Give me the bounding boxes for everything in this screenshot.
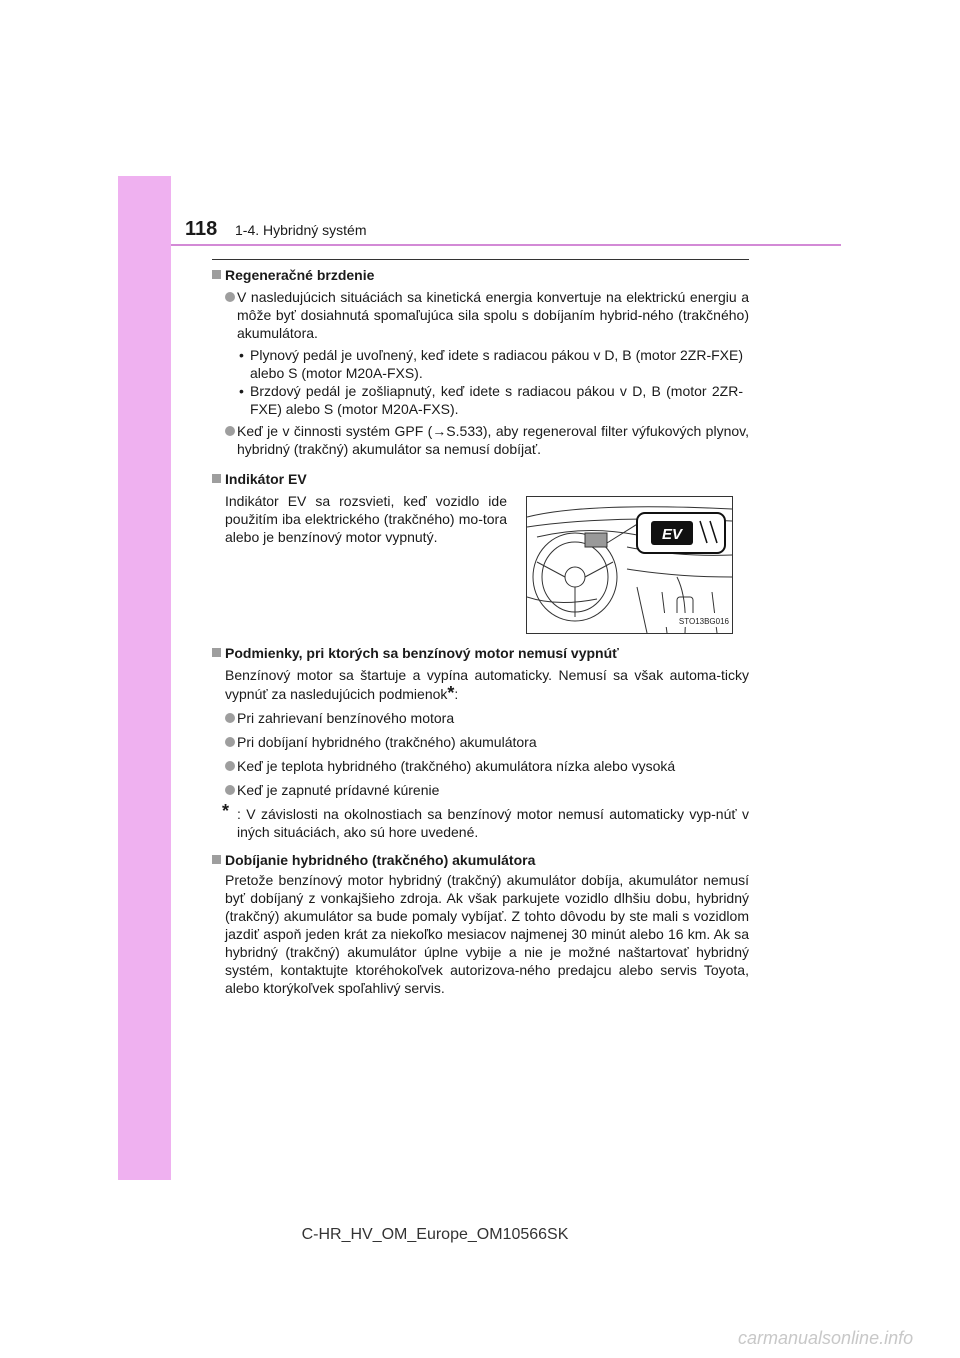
conditions-intro: Benzínový motor sa štartuje a vypína automaticky. Nemusí sa však automa-ticky vypnúť za nasledujúcich podmienok*: [225, 667, 749, 703]
footnote: * : V závislosti na okolnostiach sa benzínový motor nemusí automaticky vyp-núť v iných situáciách, ako sú hore uvedené. [222, 801, 749, 840]
list-item: Keď je zapnuté prídavné kúrenie [212, 781, 749, 799]
ev-block [212, 492, 749, 644]
square-bullet-icon [212, 474, 221, 483]
heading-conditions: Podmienky, pri ktorých sa benzínový motor nemusí vypnúť [212, 644, 749, 662]
round-bullet-icon [225, 785, 235, 795]
charging-text: Pretože benzínový motor hybridný (trakčný) akumulátor dobíja, akumulátor nemusí byť dobíjaný z vonkajšieho zdroja. Ak však parkujete vozidlo dlhšiu dobu, hybridný (trakčný) akumulátor sa bude pomaly vybíjať. Z tohto dôvodu by ste mali s vozidlom jazdiť aspoň jeden krát za niekoľko mesiacov najmenej 30 minút alebo 16 km. Ak sa hybridný (trakčný) akumulátor úplne vybije a nie je možné naštartovať hybridný systém, kontaktujte ktoréhokoľvek autorizova-ného predajcu alebo servis Toyota, alebo ktorýkoľvek spoľahlivý servis. [225, 872, 749, 996]
square-bullet-icon [212, 648, 221, 657]
round-bullet-icon [225, 426, 235, 436]
ev-badge-icon: EV [661, 526, 683, 543]
page-content [212, 266, 749, 1001]
round-bullet-icon [225, 761, 235, 771]
round-bullet-icon [225, 713, 235, 723]
document-code: C-HR_HV_OM_Europe_OM10566SK [301, 1226, 569, 1243]
watermark: carmanualsonline.info [738, 1328, 914, 1348]
page-number: 118 [185, 218, 218, 240]
page-header [185, 216, 840, 246]
figure-code: STO13BG016 [678, 617, 729, 626]
list-item: Keď je teplota hybridného (trakčného) akumulátora nízka alebo vysoká [212, 757, 749, 775]
ev-description: Indikátor EV sa rozsvieti, keď vozidlo ide použitím iba elektrického (trakčného) mo-tora alebo je benzínový motor vypnutý. [225, 493, 507, 545]
chapter-sidebar-tab [118, 176, 171, 1180]
section-title: 1-4. Hybridný systém [235, 222, 367, 238]
square-bullet-icon [212, 270, 221, 279]
list-item: Keď je v činnosti systém GPF (→S.533), aby regeneroval filter výfukových plynov, hybridný (trakčný) akumulátor sa nemusí dobíjať. [212, 422, 749, 458]
page-footer [0, 1226, 710, 1244]
round-bullet-icon [225, 292, 235, 302]
heading-ev-indicator: Indikátor EV [212, 470, 749, 488]
list-item: Pri dobíjaní hybridného (trakčného) akumulátora [212, 733, 749, 751]
content-top-rule [212, 259, 749, 260]
list-item: V nasledujúcich situáciách sa kinetická energia konvertuje na elektrickú energiu a môže byť dosiahnutá spomaľujúca sila spolu s dobíjaním hybrid-ného (trakčného) akumulátora. [212, 288, 749, 342]
heading-regen: Regeneračné brzdenie [212, 266, 749, 284]
round-bullet-icon [225, 737, 235, 747]
sub-list-item: • Brzdový pedál je zošliapnutý, keď idete s radiacou pákou v D, B (motor 2ZR-FXE) alebo S (motor M20A-FXS). [239, 383, 743, 417]
sub-list-item: • Plynový pedál je uvoľnený, keď idete s radiacou pákou v D, B (motor 2ZR-FXE) alebo S (motor M20A-FXS). [239, 347, 743, 381]
list-item: Pri zahrievaní benzínového motora [212, 709, 749, 727]
heading-charging: Dobíjanie hybridného (trakčného) akumulátora [212, 851, 749, 869]
header-rule [171, 244, 841, 246]
square-bullet-icon [212, 855, 221, 864]
ev-indicator-illustration [526, 496, 733, 634]
